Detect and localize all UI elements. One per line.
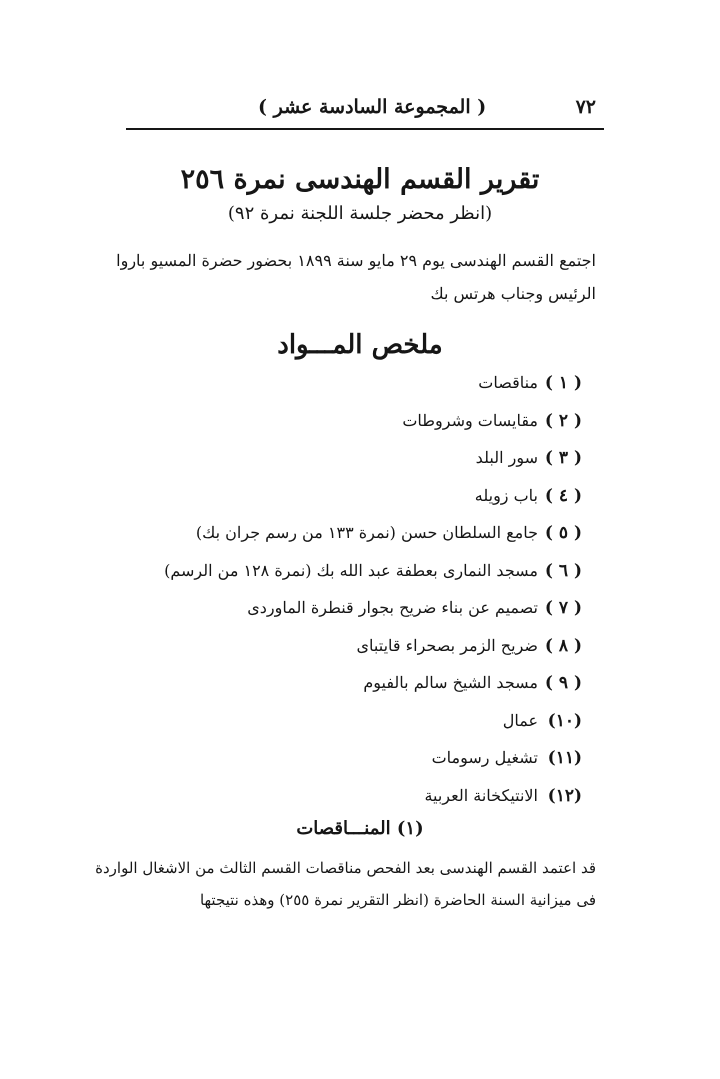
list-item bbox=[164, 406, 582, 444]
list-item bbox=[164, 443, 582, 481]
report-reference: (انظر محضر جلسة اللجنة نمرة ٩٢) bbox=[227, 203, 493, 224]
item-number: (١٠) bbox=[547, 710, 582, 731]
page-number: ٧٢ bbox=[575, 96, 596, 118]
report-title: تقرير القسم الهندسى نمرة ٢٥٦ bbox=[180, 164, 540, 195]
section-paragraph bbox=[95, 852, 596, 916]
item-text: مسجد النمارى بعطفة عبد الله بك (نمرة ١٢٨ من الرسم) bbox=[164, 560, 538, 580]
item-text: تصميم عن بناء ضريح بجوار قنطرة الماوردى bbox=[247, 598, 538, 617]
list-item bbox=[164, 668, 582, 706]
running-title: ( المجموعة السادسة عشر ) bbox=[258, 96, 487, 118]
list-item bbox=[164, 481, 582, 519]
item-text: جامع السلطان حسن (نمرة ١٣٣ من رسم جران بك) bbox=[195, 523, 538, 542]
item-number: ( ٨ ) bbox=[544, 635, 582, 656]
item-number: ( ٩ ) bbox=[544, 673, 582, 693]
item-number: (١٢) bbox=[547, 785, 582, 806]
item-number: ( ٢ ) bbox=[544, 410, 582, 431]
intro-line: اجتمع القسم الهندسى يوم ٢٩ مايو سنة ١٨٩٩ بحضور حضرة المسيو باروا bbox=[116, 251, 596, 270]
list-item bbox=[164, 781, 582, 819]
list-item bbox=[164, 593, 582, 631]
list-item bbox=[164, 556, 582, 594]
list-item bbox=[164, 743, 582, 781]
item-number: (١١) bbox=[547, 748, 582, 768]
summary-heading: ملخص المـــواد bbox=[277, 330, 443, 360]
item-text: ضريح الزمر بصحراء قايتباى bbox=[356, 635, 538, 655]
item-text: مسجد الشيخ سالم بالفيوم bbox=[363, 673, 538, 692]
item-text: سور البلد bbox=[475, 448, 538, 467]
item-text: عمال bbox=[502, 710, 538, 730]
item-text: مقايسات وشروطات bbox=[402, 410, 538, 430]
summary-list bbox=[164, 368, 582, 818]
intro-line: الرئيس وجناب هرتس بك bbox=[430, 284, 596, 303]
list-item bbox=[164, 706, 582, 744]
section-heading: (١) المنـــاقصات bbox=[296, 818, 424, 839]
item-text: تشغيل رسومات bbox=[431, 748, 538, 767]
list-item bbox=[164, 368, 582, 406]
intro-paragraph bbox=[116, 244, 596, 310]
list-item bbox=[164, 631, 582, 669]
list-item bbox=[164, 518, 582, 556]
item-text: مناقصات bbox=[478, 373, 538, 392]
item-number: ( ٦ ) bbox=[544, 560, 582, 581]
item-number: ( ١ ) bbox=[544, 373, 582, 393]
page-header bbox=[128, 94, 604, 128]
paragraph-line: فى ميزانية السنة الحاضرة (انظر التقرير نمرة ٢٥٥) وهذه نتيجتها bbox=[199, 891, 596, 909]
item-number: ( ٥ ) bbox=[544, 523, 582, 543]
item-number: ( ٧ ) bbox=[544, 598, 582, 618]
item-text: الانتيكخانة العربية bbox=[424, 785, 538, 805]
item-text: باب زويله bbox=[474, 485, 538, 505]
header-rule bbox=[126, 128, 604, 130]
item-number: ( ٤ ) bbox=[544, 485, 582, 506]
item-number: ( ٣ ) bbox=[544, 448, 582, 468]
paragraph-line: قد اعتمد القسم الهندسى بعد الفحص مناقصات القسم الثالث من الاشغال الواردة bbox=[95, 859, 596, 877]
